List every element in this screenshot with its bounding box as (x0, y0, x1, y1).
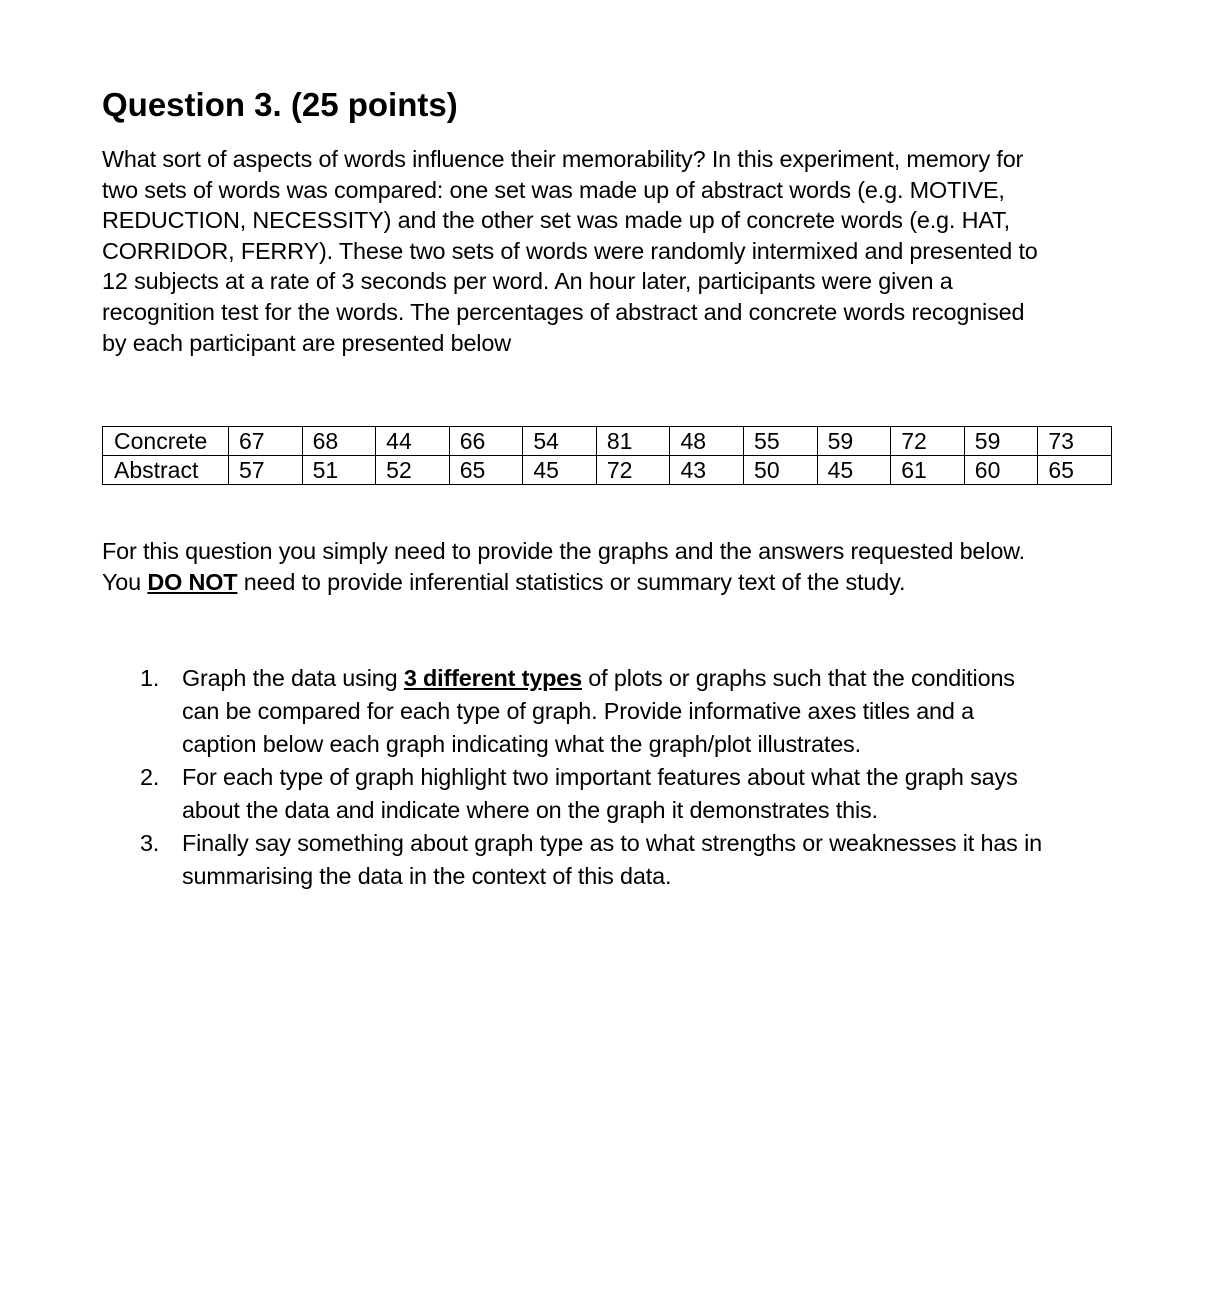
table-cell: 72 (596, 456, 670, 485)
instructions-line: For this question you simply need to provide the graphs and the answers requested below. (102, 538, 1025, 564)
table-cell: 60 (964, 456, 1038, 485)
table-cell: 81 (596, 427, 670, 456)
table-cell: 65 (1038, 456, 1112, 485)
intro-line: What sort of aspects of words influence their memorability? In this experiment, memory for (102, 146, 1024, 172)
intro-line: 12 subjects at a rate of 3 seconds per word. An hour later, participants were given a (102, 268, 953, 295)
task-line (182, 662, 1042, 695)
recognition-data-table (102, 426, 1112, 485)
table-cell: 57 (229, 456, 303, 485)
instructions-line (102, 567, 1025, 598)
intro-line: by each participant are presented below (102, 329, 511, 356)
list-item (102, 761, 1042, 827)
emphasis-3-different-types: 3 different types (403, 665, 582, 691)
table-cell: 73 (1038, 427, 1112, 456)
list-number: 3. (140, 830, 160, 856)
table-row-concrete (103, 427, 1112, 456)
table-cell: 65 (449, 456, 523, 485)
table-cell: 66 (449, 427, 523, 456)
task-line: caption below each graph indicating what the graph/plot illustrates. (182, 731, 861, 757)
list-item (102, 827, 1042, 893)
table-cell: 45 (817, 456, 891, 485)
list-number: 1. (140, 665, 160, 691)
table-cell: 68 (302, 427, 376, 456)
task-line: For each type of graph highlight two important features about what the graph says (182, 764, 1018, 790)
task-line: about the data and indicate where on the graph it demonstrates this. (182, 797, 878, 823)
row-label: Abstract (103, 456, 229, 485)
list-number: 2. (140, 764, 160, 790)
task-list (102, 662, 1042, 893)
instructions-paragraph (102, 536, 1025, 598)
emphasis-do-not: DO NOT (147, 569, 238, 595)
table-cell: 48 (670, 427, 744, 456)
row-label: Concrete (103, 427, 229, 456)
table-cell: 67 (229, 427, 303, 456)
instructions-text: You (102, 569, 148, 595)
table-cell: 54 (523, 427, 597, 456)
table-cell: 43 (670, 456, 744, 485)
table-cell: 72 (891, 427, 965, 456)
table-cell: 52 (376, 456, 450, 485)
table-row-abstract (103, 456, 1112, 485)
task-line: summarising the data in the context of this data. (182, 863, 672, 889)
document-page (102, 84, 1114, 889)
task-text: Graph the data using (182, 665, 404, 691)
table-cell: 45 (523, 456, 597, 485)
table-cell: 55 (744, 427, 818, 456)
table-cell: 61 (891, 456, 965, 485)
task-line: Finally say something about graph type as to what strengths or weaknesses it has in (182, 830, 1042, 856)
intro-line: CORRIDOR, FERRY). These two sets of words were randomly intermixed and presented to (102, 237, 1038, 264)
instructions-text: need to provide inferential statistics or summary text of the study. (237, 569, 906, 595)
question-title: Question 3. (25 points) (102, 86, 458, 123)
table-cell: 59 (817, 427, 891, 456)
intro-line: two sets of words was compared: one set was made up of abstract words (e.g. MOTIVE, (102, 176, 1005, 203)
task-text: of plots or graphs such that the conditions (581, 665, 1015, 691)
table-cell: 50 (744, 456, 818, 485)
table-cell: 51 (302, 456, 376, 485)
list-item (102, 662, 1042, 761)
table-cell: 44 (376, 427, 450, 456)
intro-line: REDUCTION, NECESSITY) and the other set was made up of concrete words (e.g. HAT, (102, 207, 1010, 234)
task-line: can be compared for each type of graph. Provide informative axes titles and a (182, 698, 974, 724)
intro-paragraph (102, 144, 1114, 358)
intro-line: recognition test for the words. The percentages of abstract and concrete words recognised (102, 298, 1025, 325)
table-cell: 59 (964, 427, 1038, 456)
